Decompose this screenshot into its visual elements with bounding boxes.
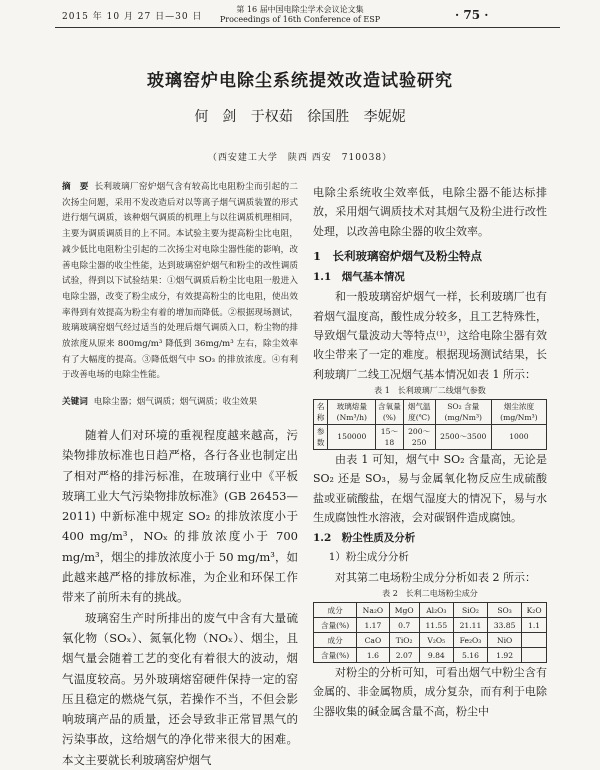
table-cell: Al₂O₃ bbox=[419, 603, 453, 618]
table-cell: 玻璃熔量(Nm³/h) bbox=[328, 399, 376, 424]
table-cell: SO₂ 含量(mg/Nm³) bbox=[435, 399, 491, 424]
table-cell: SiO₂ bbox=[453, 603, 487, 618]
body-paragraph: 和一般玻璃窑炉烟气一样，长利玻璃厂也有着烟气温度高，酸性成分较多，且工艺特殊性，导致烟气量波动大等特点⁽¹⁾，这给电除尘器有效收尘带来了一定的难度。根据现场测试结果，长利玻璃厂二线工况烟气基本情况如表 1 所示： bbox=[313, 290, 547, 381]
table-cell: TiO₂ bbox=[389, 633, 419, 648]
page-number: · 75 · bbox=[455, 8, 489, 22]
table-cell: 含量(%) bbox=[314, 648, 357, 663]
table-cell: 参数 bbox=[314, 424, 328, 449]
abstract bbox=[62, 180, 298, 384]
body-paragraph: 电除尘系统收尘效率低，电除尘器不能达标排放，采用烟气调质技术对其烟气及粉尘进行改性处理，以改善电除尘器的收尘效率。 bbox=[313, 186, 547, 238]
table-cell: 1.6 bbox=[357, 648, 389, 663]
conference-en: Proceedings of 16th Conference of ESP bbox=[219, 15, 381, 24]
table-cell: 21.11 bbox=[453, 618, 487, 633]
table-cell: 烟尘浓度(mg/Nm³) bbox=[491, 399, 546, 424]
table-cell bbox=[522, 648, 547, 663]
keywords-text: 电除尘器；烟气调质；烟气调质；收尘效果 bbox=[93, 397, 258, 407]
table-cell: 15～18 bbox=[376, 424, 403, 449]
abstract-text: 长利玻璃厂窑炉烟气含有较高比电阻粉尘而引起的二次扬尘问题，采用不发改造后对以等离子烟气调质装置的形式进行烟气调质，该种烟气调质的机理上与以往调质机理相同，主要为调质调质目的上不同。本试验主要为提高粉尘比电阻，减少低比电阻粉尘引起的二次扬尘对电除尘器性能的影响，改善电除尘器的收尘性能，达到玻璃窑炉烟气和粉尘的改性调质试验，得到以下试验结果：①烟气调质后粉尘比电阻一般进入电除尘器，改变了粉尘成分，有效提高粉尘的比电阻，使出效率得到有效提高为粉尘有着的增加而降低。②根据现场测试，玻璃玻璃窑烟气经过适当的处理后烟气调质入口，粉尘物的排放浓度从原来 800mg/m³ 降低到 36mg/m³ 左右，除尘效率有了大幅度的提高。③降低烟气中 SO₃ 的排放浓度。④有利于改善电场的电除尘性能。 bbox=[62, 182, 298, 381]
author: 于权茹 bbox=[250, 109, 293, 125]
dust-composition-table bbox=[313, 602, 547, 663]
table-cell: 9.84 bbox=[419, 648, 453, 663]
conference-cn: 第 16 届中国电除尘学术会议论文集 bbox=[236, 5, 364, 14]
table-cell: Fe₂O₃ bbox=[453, 633, 487, 648]
table-cell: 0.7 bbox=[389, 618, 419, 633]
table-cell: 含氧量(%) bbox=[376, 399, 403, 424]
body-paragraph: 随着人们对环境的重视程度越来越高，污染物排放标准也日趋严格，各行各业也制定出了相对严格的排污标准，在玻璃行业中《平板玻璃工业大气污染物排放标准》(GB 26453—2011) 中新标准中规定 SO₂ 的排放浓度小于 400 mg/m³，NOₓ 的排放浓度小于 700 mg/m³，烟尘的排放浓度小于 50 mg/m³，如此越来越严格的排放标准，为企业和环保工作带来了前所未有的挑战。 bbox=[62, 428, 298, 605]
author-list bbox=[0, 106, 600, 126]
table-row bbox=[314, 648, 547, 663]
table-caption: 表 1 长利玻璃厂二线烟气参数 bbox=[374, 385, 486, 395]
body-paragraph: 玻璃窑生产时所排出的废气中含有大量硫氧化物（SOₓ）、氮氧化物（NOₓ）、烟尘，且烟气量会随着工艺的变化有着很大的波动，烟气温度较高。另外玻璃熔窑硬件保持一定的窑压且稳定的燃烧气氛，若操作不当，不但会影响玻璃产品的质量，还会导致非正常冒黑气的污染事故，这给烟气的净化带来很大的困难。本文主要就长利玻璃窑炉烟气 bbox=[62, 610, 298, 767]
table-cell: 1000 bbox=[491, 424, 546, 449]
table-cell: 200～250 bbox=[403, 424, 435, 449]
section-heading: 1 长利玻璃窑炉烟气及粉尘特点 bbox=[313, 248, 482, 263]
paper-title: 玻璃窑炉电除尘系统提效改造试验研究 bbox=[147, 71, 453, 91]
body-paragraph: 由表 1 可知，烟气中 SO₂ 含量高，无论是 SO₂ 还是 SO₃，易与金属氧化物反应生成硫酸盐或亚硫酸盐，在烟气湿度大的情况下，易与水生成腐蚀性水溶液，会对碳钢件造成腐蚀。 bbox=[313, 452, 547, 524]
body-paragraph: 对其第二电场粉尘成分分析如表 2 所示： bbox=[335, 570, 536, 584]
flue-gas-table bbox=[313, 399, 547, 450]
table-cell: NiO bbox=[488, 633, 522, 648]
table-caption: 表 2 长利二电场粉尘成分 bbox=[382, 589, 478, 599]
table-cell: CaO bbox=[357, 633, 389, 648]
affiliation: （西安建工大学 陕西 西安 710038） bbox=[207, 153, 393, 163]
author: 徐国胜 bbox=[307, 109, 350, 125]
table-cell: 33.85 bbox=[488, 618, 522, 633]
table-cell: 1.1 bbox=[522, 618, 547, 633]
table-cell: 1.92 bbox=[488, 648, 522, 663]
keywords-label: 关键词 bbox=[62, 397, 88, 407]
header-divider bbox=[55, 27, 560, 28]
author: 何 剑 bbox=[194, 109, 237, 125]
header-conference bbox=[0, 5, 600, 25]
header-date: 2015 年 10 月 27 日—30 日 bbox=[62, 12, 203, 22]
table-cell: SO₃ bbox=[488, 603, 522, 618]
table-cell: Na₂O bbox=[357, 603, 389, 618]
table-cell: 烟气温度(℃) bbox=[403, 399, 435, 424]
author: 李妮妮 bbox=[363, 109, 406, 125]
table-row bbox=[314, 603, 547, 618]
subsubsection-heading: 1）粉尘成分分析 bbox=[328, 551, 409, 564]
body-paragraph: 对粉尘的分析可知，可看出烟气中粉尘含有金属的、非金属物质，成分复杂，而有利于电除尘器收集的碱金属含量不高，粉尘中 bbox=[313, 666, 547, 718]
table-row bbox=[314, 618, 547, 633]
table-header-row bbox=[314, 399, 547, 424]
table-cell: K₂O bbox=[522, 603, 547, 618]
table-cell: 11.55 bbox=[419, 618, 453, 633]
table-cell: 成分 bbox=[314, 633, 357, 648]
subsection-heading: 1.1 烟气基本情况 bbox=[313, 271, 405, 284]
keywords bbox=[62, 395, 298, 410]
table-cell: 1.17 bbox=[357, 618, 389, 633]
abstract-label: 摘 要 bbox=[62, 182, 89, 192]
left-column bbox=[62, 425, 298, 770]
table-cell bbox=[522, 633, 547, 648]
table-cell: 成分 bbox=[314, 603, 357, 618]
table-cell: 5.16 bbox=[453, 648, 487, 663]
table-cell: 含量(%) bbox=[314, 618, 357, 633]
table-row bbox=[314, 424, 547, 449]
table-cell: 2.07 bbox=[389, 648, 419, 663]
table-cell: 150000 bbox=[328, 424, 376, 449]
table-cell: V₂O₅ bbox=[419, 633, 453, 648]
table-row bbox=[314, 633, 547, 648]
table-cell: 名称 bbox=[314, 399, 328, 424]
table-cell: 2500～3500 bbox=[435, 424, 491, 449]
right-column bbox=[313, 183, 547, 721]
table-cell: MgO bbox=[389, 603, 419, 618]
subsection-heading: 1.2 粉尘性质及分析 bbox=[313, 532, 416, 545]
